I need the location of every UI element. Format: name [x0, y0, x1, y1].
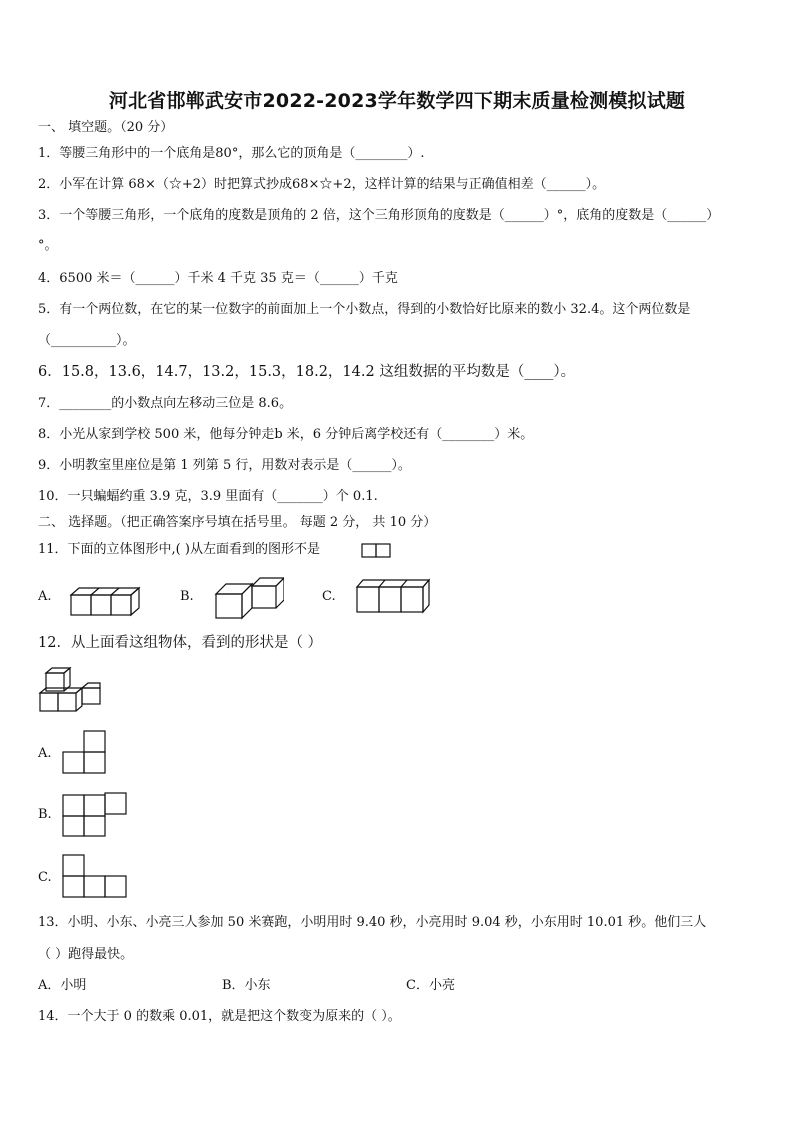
q13-option-b[interactable]: B．小东	[222, 978, 271, 993]
q11-option-a-figure	[68, 583, 150, 617]
q12-option-c-figure	[62, 854, 128, 900]
question-13: 13．小明、小东、小亮三人参加 50 米赛跑，小明用时 9.40 秒，小亮用时 9.04 秒，小东用时 10.01 秒。他们三人	[38, 915, 707, 930]
question-5-continued: （__________）。	[38, 333, 136, 348]
question-7: 7．________的小数点向左移动三位是 8.6。	[38, 396, 293, 411]
q11-option-b-figure	[212, 575, 284, 621]
question-6: 6．15.8，13.6，14.7，13.2，15.3，18.2，14.2 这组数据的平均数是（____）。	[38, 364, 576, 380]
q13-option-c[interactable]: C．小亮	[406, 978, 455, 993]
q11-reference-shape	[361, 543, 393, 558]
section1-header: 一、 填空题。（20 分）	[38, 120, 174, 135]
question-4: 4．6500 米＝（______）千米 4 千克 35 克＝（______）千克	[38, 271, 398, 286]
question-3: 3．一个等腰三角形，一个底角的度数是顶角的 2 倍，这个三角形顶角的度数是（______）°，底角的度数是（______）	[38, 208, 720, 223]
q12-option-a-figure	[62, 730, 108, 774]
section2-header: 二、 选择题。（把正确答案序号填在括号里。 每题 2 分， 共 10 分）	[38, 515, 437, 530]
q11-option-a[interactable]: A.	[38, 589, 52, 604]
question-13-continued: （ ）跑得最快。	[38, 947, 134, 962]
question-9: 9．小明教室里座位是第 1 列第 5 行，用数对表示是（______）。	[38, 458, 411, 473]
question-12: 12．从上面看这组物体，看到的形状是（ ）	[38, 635, 323, 651]
q12-option-b-figure	[62, 792, 128, 838]
question-14: 14．一个大于 0 的数乘 0.01，就是把这个数变为原来的（ ）。	[38, 1009, 401, 1024]
question-3-continued: °。	[38, 238, 58, 253]
question-11: 11．下面的立体图形中,( )从左面看到的图形不是	[38, 542, 320, 557]
question-2: 2．小军在计算 68×（☆+2）时把算式抄成68×☆+2，这样计算的结果与正确值相差（______）。	[38, 177, 606, 192]
q11-option-b[interactable]: B.	[180, 589, 194, 604]
q12-option-b[interactable]: B.	[38, 807, 52, 822]
q13-option-a[interactable]: A．小明	[38, 978, 87, 993]
question-5: 5．有一个两位数，在它的某一位数字的前面加上一个小数点，得到的小数恰好比原来的数小 32.4。这个两位数是	[38, 302, 691, 317]
q11-option-c[interactable]: C.	[322, 589, 336, 604]
q11-option-c-figure	[354, 577, 436, 615]
q12-object-figure	[38, 666, 102, 714]
question-1: 1．等腰三角形中的一个底角是80°，那么它的顶角是（________）.	[38, 146, 425, 161]
question-8: 8．小光从家到学校 500 米，他每分钟走b 米，6 分钟后离学校还有（________）米。	[38, 427, 534, 442]
q12-option-c[interactable]: C.	[38, 870, 52, 885]
question-10: 10．一只蝙蝠约重 3.9 克，3.9 里面有（_______）个 0.1.	[38, 489, 378, 504]
page-title: 河北省邯郸武安市2022-2023学年数学四下期末质量检测模拟试题	[108, 90, 686, 112]
q12-option-a[interactable]: A.	[38, 746, 52, 761]
